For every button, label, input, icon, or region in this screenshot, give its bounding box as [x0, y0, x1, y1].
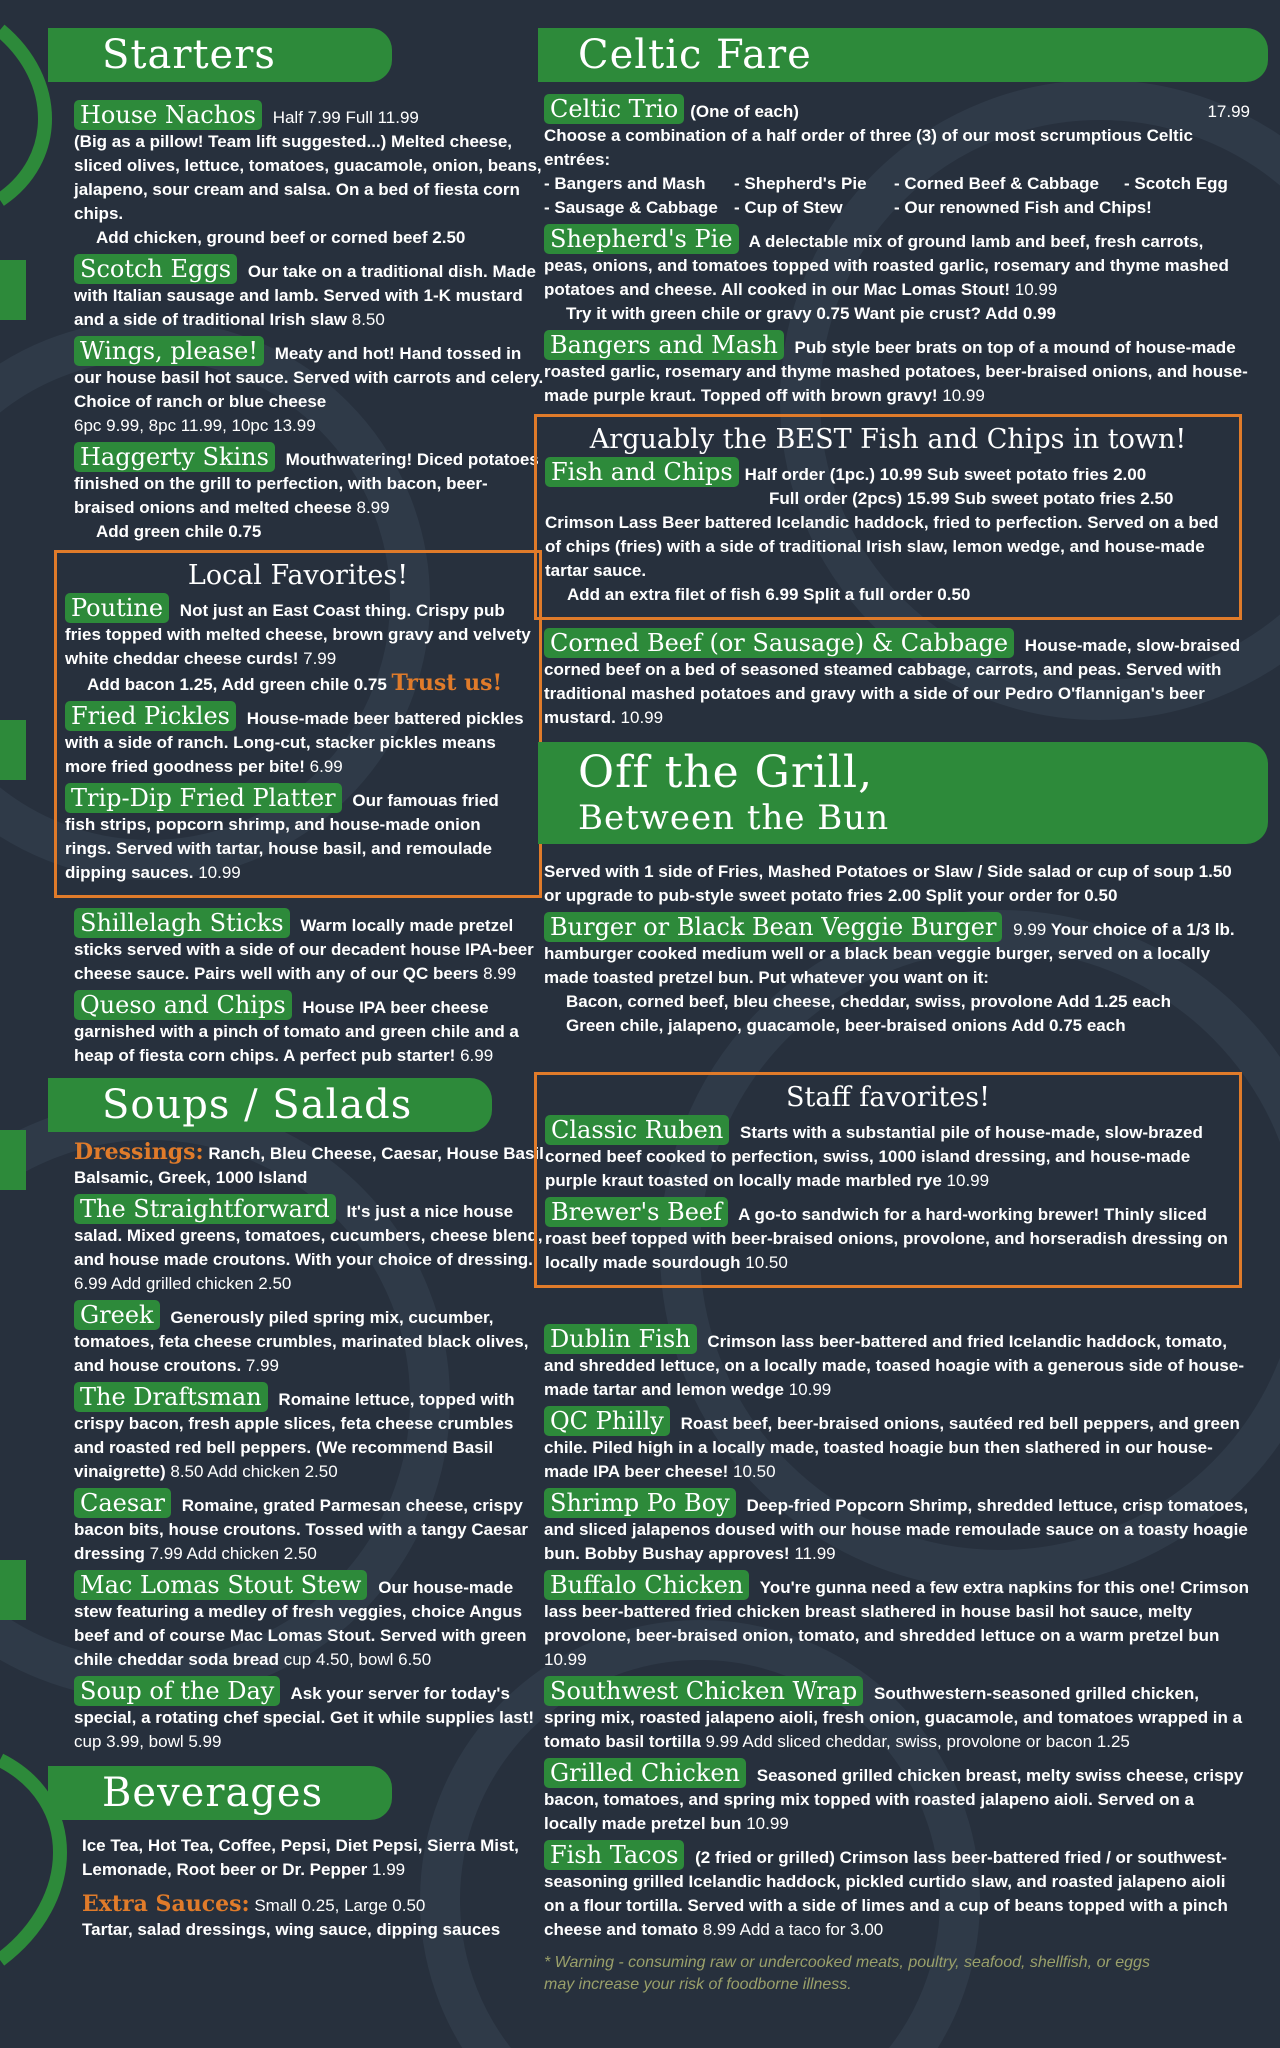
item-price: 8.50 [351, 310, 385, 329]
option: - Our renowned Fish and Chips! [894, 198, 1152, 217]
menu-item-caesar [74, 1488, 544, 1566]
item-price: Half 7.99 Full 11.99 [272, 108, 419, 127]
item-description: Starts with a substantial pile of house-made, slow-brazed corned beef cooked to perfection, swiss, 1000 island dressing, and house-made purple kraut toasted on locally made marbled rye [545, 1123, 1203, 1190]
item-name: Grilled Chicken [544, 1758, 746, 1788]
starters-heading: Starters [48, 28, 392, 82]
item-price: 6.99 Add grilled chicken 2.50 [74, 1274, 292, 1293]
menu-item-shillelagh-sticks [74, 908, 544, 986]
menu-item-fish-and-chips [545, 457, 1231, 607]
menu-item-soup-of-the-day [74, 1676, 544, 1754]
item-name: House Nachos [74, 100, 262, 130]
item-name: Scotch Eggs [74, 254, 237, 284]
item-price: 6pc 9.99, 8pc 11.99, 10pc 13.99 [74, 416, 316, 435]
menu-item-draftsman [74, 1382, 544, 1484]
item-name: Caesar [74, 1488, 171, 1518]
menu-item-poutine [65, 593, 531, 697]
staff-favorites-box [534, 1072, 1242, 1288]
item-note: (One of each) [690, 102, 799, 121]
option: - Shepherd's Pie [734, 174, 867, 193]
item-price: 10.99 [620, 708, 664, 727]
item-name: Corned Beef (or Sausage) & Cabbage [544, 628, 1014, 658]
item-description: Seasoned grilled chicken breast, melty swiss cheese, crispy bacon, tomatoes, and spring mix topped with roasted jalapeno aioli. Served on a locally made pretzel bun [544, 1766, 1244, 1833]
menu-item-southwest-wrap [544, 1676, 1250, 1754]
item-description: House-made, slow-braised corned beef on a bed of seasoned steamed cabbage, carrots, and peas. Served with traditional mashed potatoes and gravy with a side of our Pedro O'flannigan's beer mustard. [544, 636, 1241, 727]
item-description: Our take on a traditional dish. Made with Italian sausage and lamb. Served with 1-K mustard and a side of traditional Irish slaw [74, 262, 536, 329]
item-addon: Try it with green chile or gravy 0.75 Want pie crust? Add 0.99 [566, 304, 1056, 323]
item-price: 8.99 [483, 964, 517, 983]
item-addon: Add chicken, ground beef or corned beef 2.50 [96, 228, 466, 247]
item-price: 7.99 [245, 1356, 280, 1375]
menu-item-wings [74, 336, 544, 438]
item-description: Choose a combination of a half order of three (3) of our most scrumptious Celtic entrées: [544, 126, 1193, 169]
item-price: 7.99 Add chicken 2.50 [149, 1544, 317, 1563]
option: - Corned Beef & Cabbage [894, 174, 1099, 193]
item-price: 9.99 Add sliced cheddar, swiss, provolone or bacon 1.25 [705, 1732, 1130, 1751]
beverages-price: 1.99 [372, 1860, 406, 1879]
item-price: 8.99 Add a taco for 3.00 [702, 1920, 884, 1939]
item-description: Crimson lass beer-battered and fried Icelandic haddock, tomato, and shredded lettuce, on a locally made, toased hoagie with a generous side of house-made tartar and lemon wedge [544, 1332, 1244, 1399]
item-description: Our famouas fried fish strips, popcorn shrimp, and house-made onion rings. Served with tartar, house basil, and remoulade dipping sauces. [65, 791, 499, 882]
item-price: cup 3.99, bowl 5.99 [74, 1732, 222, 1751]
item-description: Meaty and hot! Hand tossed in our house basil hot sauce. Served with carrots and celery. Choice of ranch or blue cheese [74, 344, 544, 411]
item-description: Crimson Lass Beer battered Icelandic haddock, fried to perfection. Served on a bed of chips (fries) with a side of traditional Irish slaw, lemon wedge, and house-made tartar sauce. [545, 513, 1219, 580]
item-name: Queso and Chips [74, 990, 292, 1020]
item-name: QC Philly [544, 1406, 670, 1436]
item-description: A delectable mix of ground lamb and beef, fresh carrots, peas, onions, and tomatoes topped with roasted garlic, rosemary and thyme mashed potatoes and cheese. All cooked in our Mac Lomas Stout! [544, 232, 1229, 299]
item-description: House IPA beer cheese garnished with a pinch of tomato and green chile and a heap of fiesta corn chips. A perfect pub starter! [74, 998, 519, 1065]
celtic-trio-header [544, 94, 1250, 124]
local-favorites-title: Local Favorites! [187, 560, 409, 591]
menu-item-stout-stew [74, 1570, 544, 1672]
soups-salads-heading: Soups / Salads [48, 1078, 492, 1132]
item-name: Dublin Fish [544, 1324, 697, 1354]
item-name: Soup of the Day [74, 1676, 280, 1706]
item-description: Your choice of a 1/3 lb. hamburger cooked medium well or a black bean veggie burger, served on a locally made toasted pretzel bun. Put whatever you want on it: [544, 920, 1235, 987]
menu-item-bangers-mash [544, 330, 1250, 408]
item-price: 10.99 [1014, 280, 1058, 299]
item-price: 10.99 [544, 1650, 587, 1669]
option: - Bangers and Mash [544, 174, 706, 193]
menu-item-fish-tacos [544, 1840, 1250, 1942]
menu-item-house-nachos [74, 100, 544, 250]
item-description: Ask your server for today's special, a rotating chef special. Get it while supplies last! [74, 1684, 535, 1727]
menu-item-brewers-beef [545, 1197, 1231, 1275]
grill-heading-line1: Off the Grill, [578, 747, 874, 798]
item-description: Warm locally made pretzel sticks served with a side of our decadent house IPA-beer cheese sauce. Pairs well with any of our QC beers [74, 916, 534, 983]
menu-item-greek [74, 1300, 544, 1378]
menu-item-burger [544, 912, 1250, 1038]
item-name: Poutine [65, 593, 169, 623]
item-addon: Green chile, jalapeno, guacamole, beer-braised onions Add 0.75 each [566, 1016, 1126, 1035]
item-addon [65, 671, 531, 697]
option: - Sausage & Cabbage [544, 198, 718, 217]
menu-item-celtic-trio [544, 94, 1250, 220]
item-name: Trip-Dip Fried Platter [65, 783, 342, 813]
menu-item-buffalo-chicken [544, 1570, 1250, 1672]
item-price: 9.99 [1013, 920, 1047, 939]
item-description: Pub style beer brats on top of a mound of house-made roasted garlic, rosemary and thyme mashed potatoes, beer-braised onions, and house-made purple kraut. Topped off with brown gravy! [544, 338, 1248, 405]
addon-text: Add bacon 1.25, Add green chile 0.75 [87, 675, 387, 694]
fish-box-title: Arguably the BEST Fish and Chips in town! [589, 424, 1187, 455]
item-price: 7.99 [303, 649, 337, 668]
item-name: The Draftsman [74, 1382, 268, 1412]
item-description: Crimson lass beer-battered fried / or southwest-seasoning grilled Icelandic haddock, pickled curtido slaw, and roasted jalapeno aioli on a flour tortilla. Served with a side of limes and a cup of beans topped with a pinch cheese and tomato [544, 1848, 1228, 1939]
item-price: 10.50 [733, 1462, 776, 1481]
item-addon: Bacon, corned beef, bleu cheese, cheddar, swiss, provolone Add 1.25 each [566, 992, 1171, 1011]
fish-header [545, 457, 1231, 487]
item-name: Classic Ruben [545, 1115, 729, 1145]
item-name: The Straightforward [74, 1194, 336, 1224]
right-column [538, 0, 1250, 1996]
staff-favorites-title: Staff favorites! [786, 1082, 990, 1113]
item-name: Fish Tacos [544, 1840, 684, 1870]
extra-sauces-price: Small 0.25, Large 0.50 [254, 1896, 426, 1915]
item-price: 10.99 [788, 1380, 832, 1399]
beverages-heading: Beverages [48, 1766, 392, 1820]
item-name: Shrimp Po Boy [544, 1488, 736, 1518]
celtic-trio-options [544, 172, 1250, 220]
menu-item-shrimp-po-boy [544, 1488, 1250, 1566]
menu-item-straightforward [74, 1194, 544, 1296]
item-description: You're gunna need a few extra napkins for this one! Crimson lass beer-battered fried chicken breast slathered in house basil hot sauce, melty provolone, beer-braised onion, tomato, and shredded lettuce on a warm pretzel bun [544, 1578, 1250, 1645]
item-name: Wings, please! [74, 336, 264, 366]
food-safety-warning: * Warning - consuming raw or undercooked meats, poultry, seafood, shellfish, or eggs may increase your risk of foodborne illness. [544, 1954, 1150, 1993]
item-price: 6.99 [460, 1046, 494, 1065]
menu-item-classic-ruben [545, 1115, 1231, 1193]
menu-item-grilled-chicken [544, 1758, 1250, 1836]
local-favorites-box [54, 550, 542, 898]
fish-full-order: Full order (2pcs) 15.99 Sub sweet potato fries 2.50 [769, 489, 1174, 508]
item-name: Fish and Chips [545, 457, 739, 487]
item-price: 10.99 [198, 863, 241, 882]
item-price: 6.99 [309, 757, 343, 776]
item-description: Southwestern-seasoned grilled chicken, spring mix, roasted jalapeno aioli, fresh onion, guacamole, and tomatoes wrapped in a tomato basil tortilla [544, 1684, 1243, 1751]
item-price: 10.99 [942, 386, 985, 405]
item-addon: Add an extra filet of fish 6.99 Split a full order 0.50 [567, 585, 971, 604]
extra-sauces-label: Extra Sauces: [82, 1891, 250, 1917]
beverages-list [82, 1834, 542, 1882]
extra-sauces [82, 1892, 542, 1942]
item-price: 8.99 [356, 498, 390, 517]
item-description: It's just a nice house salad. Mixed greens, tomatoes, cucumbers, cheese blend, and house made croutons. With your choice of dressing. [74, 1202, 543, 1269]
item-description: Roast beef, beer-braised onions, sautéed red bell peppers, and green chile. Piled high in a locally made, toasted hoagie bun then slathered in our house-made IPA beer cheese! [544, 1414, 1240, 1481]
extra-sauces-list: Tartar, salad dressings, wing sauce, dipping sauces [82, 1920, 501, 1939]
grill-intro-line1: Served with 1 side of Fries, Mashed Potatoes or Slaw / Side salad or cup of soup 1.50 [544, 862, 1232, 881]
item-price: cup 4.50, bowl 6.50 [283, 1650, 432, 1669]
item-description: Deep-fried Popcorn Shrimp, shredded lettuce, crisp tomatoes, and sliced jalapenos doused with our house made remoulade sauce on a toasty hoagie bun. Bobby Bushay approves! [544, 1496, 1249, 1563]
dressings-label: Dressings: [74, 1139, 204, 1165]
item-name: Southwest Chicken Wrap [544, 1676, 863, 1706]
off-the-grill-heading [538, 742, 1268, 844]
item-description: A go-to sandwich for a hard-working brewer! Thinly sliced roast beef topped with beer-braised onions, provolone, and horseradish dressing on locally made sourdough [545, 1205, 1228, 1272]
grill-intro [544, 860, 1250, 908]
item-description: Romaine, grated Parmesan cheese, crispy bacon bits, house croutons. Tossed with a tangy Caesar dressing [74, 1496, 529, 1563]
item-name: Shepherd's Pie [544, 224, 739, 254]
item-price: 10.99 [746, 1814, 789, 1833]
menu-item-qc-philly [544, 1406, 1250, 1484]
item-description: Generously piled spring mix, cucumber, tomatoes, feta cheese crumbles, marinated black olives, and house croutons. [74, 1308, 529, 1375]
menu-item-scotch-eggs [74, 254, 544, 332]
grill-intro-line2: or upgrade to pub-style sweet potato fries 2.00 Split your order for 0.50 [544, 886, 1118, 905]
item-name: Brewer's Beef [545, 1197, 728, 1227]
item-addon: Add green chile 0.75 [96, 522, 262, 541]
item-note: (2 fried or grilled) [695, 1848, 835, 1867]
menu-item-dublin-fish [544, 1324, 1250, 1402]
fish-half-order: Half order (1pc.) 10.99 Sub sweet potato fries 2.00 [744, 465, 1147, 484]
item-price: 10.99 [946, 1171, 990, 1190]
option: - Scotch Egg [1124, 174, 1228, 193]
item-description: Our house-made stew featuring a medley of fresh veggies, choice Angus beef and of course Mac Lomas Stout. Served with green chile cheddar soda bread [74, 1578, 527, 1669]
dressings-text: Ranch, Bleu Cheese, Caesar, House Basil Balsamic, Greek, 1000 Island [74, 1144, 544, 1187]
menu-item-corned-beef-cabbage [544, 628, 1250, 730]
dressings-list [74, 1140, 544, 1190]
item-name: Bangers and Mash [544, 330, 784, 360]
item-name: Haggerty Skins [74, 442, 275, 472]
menu-item-fried-pickles [65, 701, 531, 779]
beverages-text: Ice Tea, Hot Tea, Coffee, Pepsi, Diet Pepsi, Sierra Mist, Lemonade, Root beer or Dr. Pepper [82, 1836, 519, 1879]
menu-item-shepherds-pie [544, 224, 1250, 326]
item-name: Fried Pickles [65, 701, 236, 731]
grill-heading-line2: Between the Bun [578, 798, 890, 838]
item-price: 8.50 Add chicken 2.50 [170, 1462, 338, 1481]
menu-item-trip-dip [65, 783, 531, 885]
item-name: Shillelagh Sticks [74, 908, 290, 938]
item-description: House-made beer battered pickles with a side of ranch. Long-cut, stacker pickles means more fried goodness per bite! [65, 709, 524, 776]
item-price: 17.99 [1207, 102, 1250, 121]
fish-and-chips-box [534, 414, 1242, 620]
item-name: Buffalo Chicken [544, 1570, 749, 1600]
left-column [48, 0, 544, 1946]
menu-item-haggerty-skins [74, 442, 544, 544]
item-description: Romaine lettuce, topped with crispy bacon, fresh apple slices, feta cheese crumbles and roasted red bell peppers. (We recommend Basil vinaigrette) [74, 1390, 515, 1481]
item-name: Burger or Black Bean Veggie Burger [544, 912, 1002, 942]
celtic-fare-heading: Celtic Fare [538, 28, 1268, 82]
trust-us-note: Trust us! [391, 670, 503, 696]
item-price: 10.50 [745, 1253, 788, 1272]
item-description: Mouthwatering! Diced potatoes finished on the grill to perfection, with bacon, beer-braised onions and melted cheese [74, 450, 539, 517]
option: - Cup of Stew [734, 198, 843, 217]
item-name: Mac Lomas Stout Stew [74, 1570, 367, 1600]
item-name: Greek [74, 1300, 160, 1330]
item-description: (Big as a pillow! Team lift suggested...) Melted cheese, sliced olives, lettuce, tomatoes, guacamole, onion, beans, jalapeno, sour cream and salsa. On a bed of fiesta corn chips. [74, 132, 542, 223]
menu-item-queso-chips [74, 990, 544, 1068]
item-description: Not just an East Coast thing. Crispy pub fries topped with melted cheese, brown gravy and velvety white cheddar cheese curds! [65, 601, 531, 668]
item-name: Celtic Trio [544, 94, 684, 124]
item-price: 11.99 [794, 1544, 836, 1563]
